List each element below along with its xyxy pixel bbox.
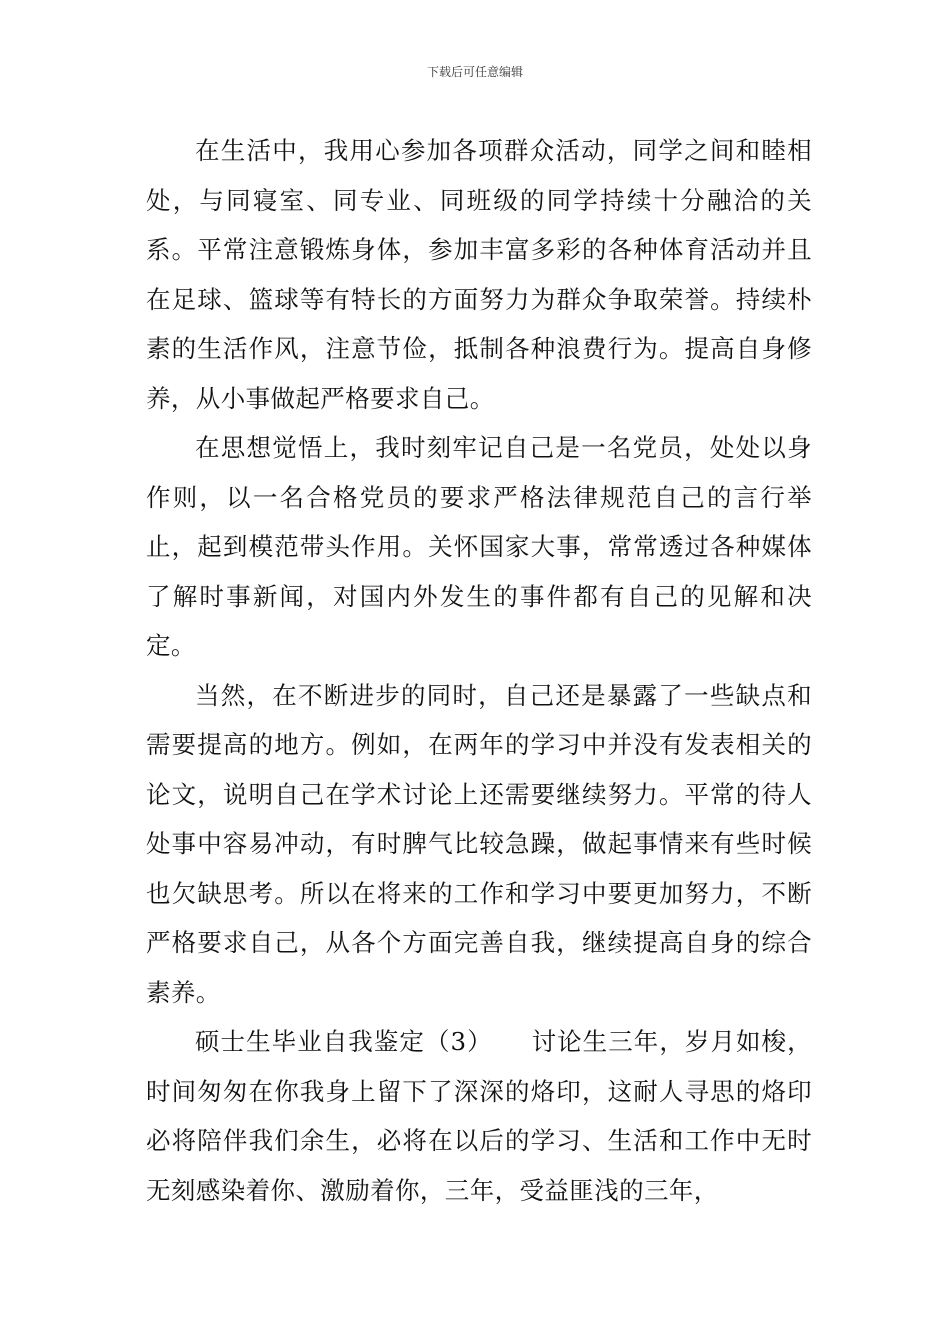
paragraph-ideology: 在思想觉悟上，我时刻牢记自己是一名党员，处处以身作则，以一名合格党员的要求严格法律规范自己的言行举止，起到模范带头作用。关怀国家大事，常常透过各种媒体了解时事新闻，对国内外发生的事件都有自己的见解和决定。: [146, 433, 812, 660]
document-body: [146, 126, 812, 1215]
title-gap: [480, 1027, 531, 1056]
page-header: 下载后可任意编辑: [426, 65, 523, 79]
section-title: 硕士生毕业自我鉴定（3）: [195, 1027, 481, 1056]
section-3-paragraph: [146, 1017, 812, 1215]
paragraph-life: 在生活中，我用心参加各项群众活动，同学之间和睦相处，与同寝室、同专业、同班级的同学持续十分融洽的关系。平常注意锻炼身体，参加丰富多彩的各种体育活动并且在足球、篮球等有特长的方面努力为群众争取荣誉。持续朴素的生活作风，注意节俭，抵制各种浪费行为。提高自身修养，从小事做起严格要求自己。: [146, 136, 812, 413]
section-body: 讨论生三年，岁月如梭，时间匆匆在你我身上留下了深深的烙印，这耐人寻思的烙印必将陪伴我们余生，必将在以后的学习、生活和工作中无时无刻感染着你、激励着你，三年，受益匪浅的三年，: [146, 1027, 812, 1205]
paragraph-shortcomings: 当然，在不断进步的同时，自己还是暴露了一些缺点和需要提高的地方。例如，在两年的学习中并没有发表相关的论文，说明自己在学术讨论上还需要继续努力。平常的待人处事中容易冲动，有时脾气比较急躁，做起事情来有些时候也欠缺思考。所以在将来的工作和学习中要更加努力，不断严格要求自己，从各个方面完善自我，继续提高自身的综合素养。: [146, 680, 812, 1007]
